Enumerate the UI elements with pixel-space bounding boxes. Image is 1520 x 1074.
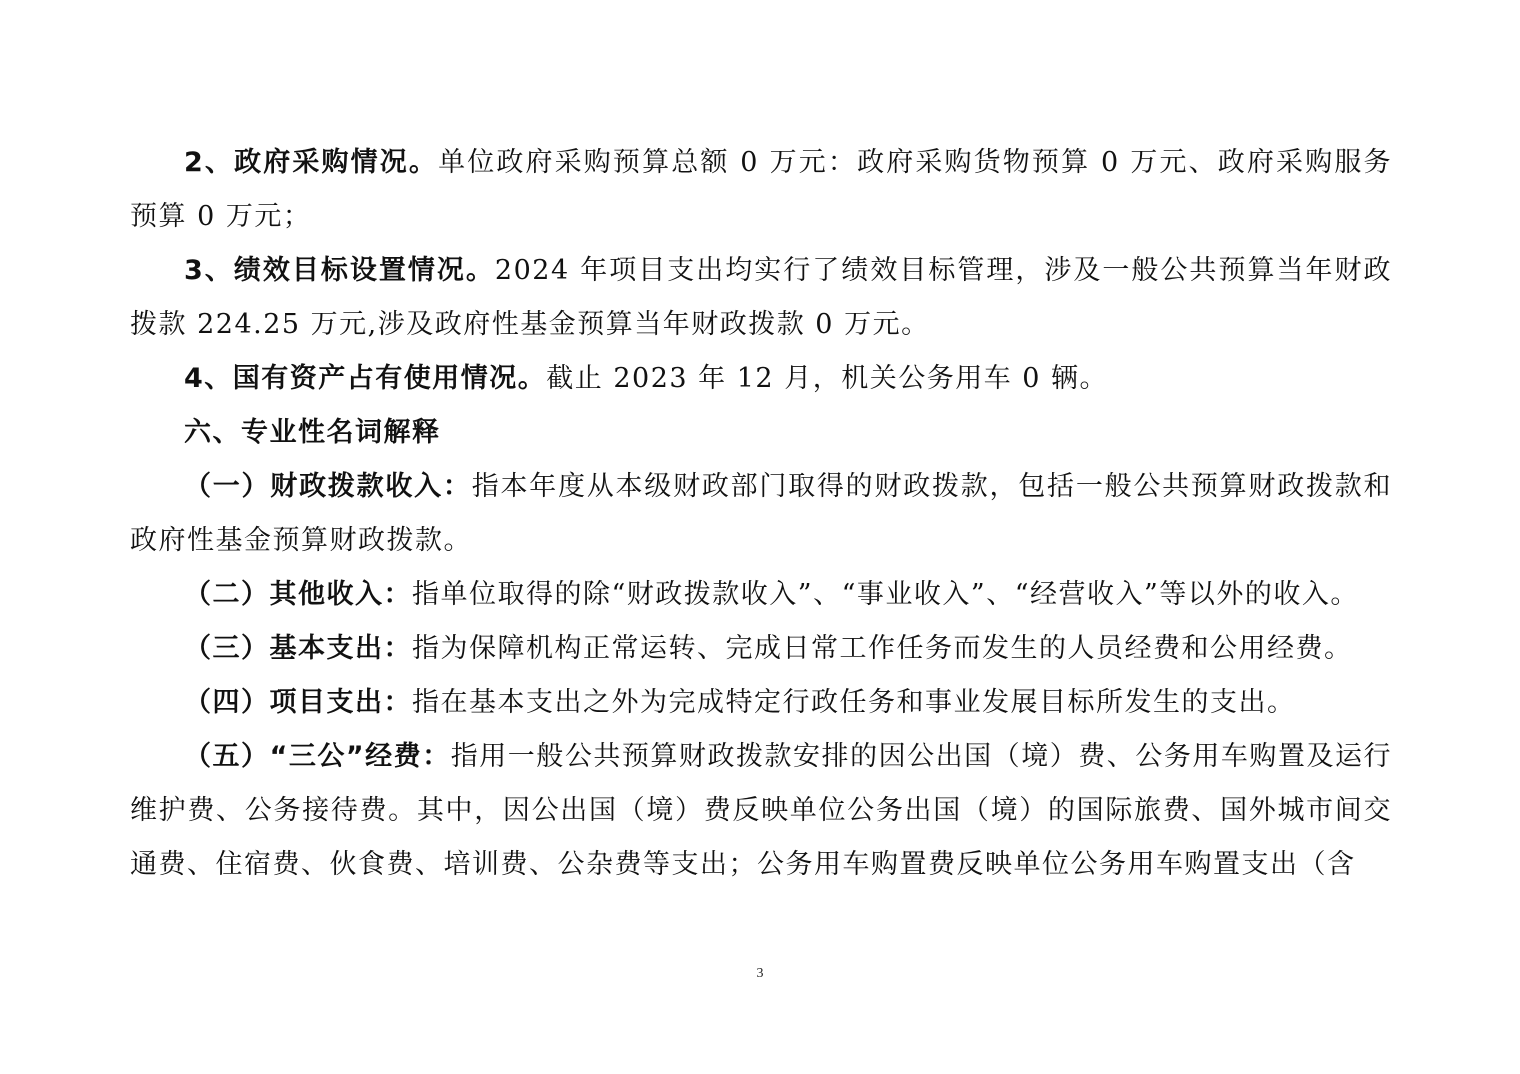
document-body	[130, 136, 1392, 892]
paragraph-government-procurement	[130, 136, 1392, 244]
paragraph-term: 2、政府采购情况。	[184, 147, 439, 178]
definition-term: （五）“三公”经费：	[184, 741, 451, 772]
definition-text: 指用一般公共预算财政拨款安排的因公出国（境）费、公务用车购置及运行维护费、公务接待费。其中，因公出国（境）费反映单位公务出国（境）的国际旅费、国外城市间交通费、住宿费、伙食费、培训费、公杂费等支出；公务用车购置费反映单位公务用车购置支出（含	[130, 741, 1392, 880]
paragraph-state-assets	[130, 352, 1392, 406]
paragraph-performance-targets	[130, 244, 1392, 352]
section-heading: 六、专业性名词解释	[184, 417, 441, 448]
definition-other-income	[130, 568, 1392, 622]
definition-term: （二）其他收入：	[184, 579, 412, 610]
definition-basic-expenditure	[130, 622, 1392, 676]
paragraph-text: 截止 2023 年 12 月，机关公务用车 0 辆。	[546, 363, 1109, 394]
paragraph-term: 3、绩效目标设置情况。	[184, 255, 495, 286]
paragraph-text: 2024 年项目支出均实行了绩效目标管理，涉及一般公共预算当年财政拨款 224.25 万元,涉及政府性基金预算当年财政拨款 0 万元。	[130, 255, 1392, 340]
definition-term: （三）基本支出：	[184, 633, 412, 664]
definition-text: 指在基本支出之外为完成特定行政任务和事业发展目标所发生的支出。	[412, 687, 1296, 718]
paragraph-text: 单位政府采购预算总额 0 万元：政府采购货物预算 0 万元、政府采购服务预算 0 万元；	[130, 147, 1392, 232]
definition-text: 指单位取得的除“财政拨款收入”、“事业收入”、“经营收入”等以外的收入。	[412, 579, 1359, 610]
definition-project-expenditure	[130, 676, 1392, 730]
paragraph-term: 4、国有资产占有使用情况。	[184, 363, 547, 394]
page-number: 3	[756, 966, 764, 981]
definition-fiscal-appropriation-income	[130, 460, 1392, 568]
definition-text: 指本年度从本级财政部门取得的财政拨款，包括一般公共预算财政拨款和政府性基金预算财政拨款。	[130, 471, 1393, 556]
definition-text: 指为保障机构正常运转、完成日常工作任务而发生的人员经费和公用经费。	[412, 633, 1353, 664]
definition-term: （一）财政拨款收入：	[184, 471, 472, 502]
definition-term: （四）项目支出：	[184, 687, 412, 718]
definition-three-public-expenses	[130, 730, 1392, 892]
